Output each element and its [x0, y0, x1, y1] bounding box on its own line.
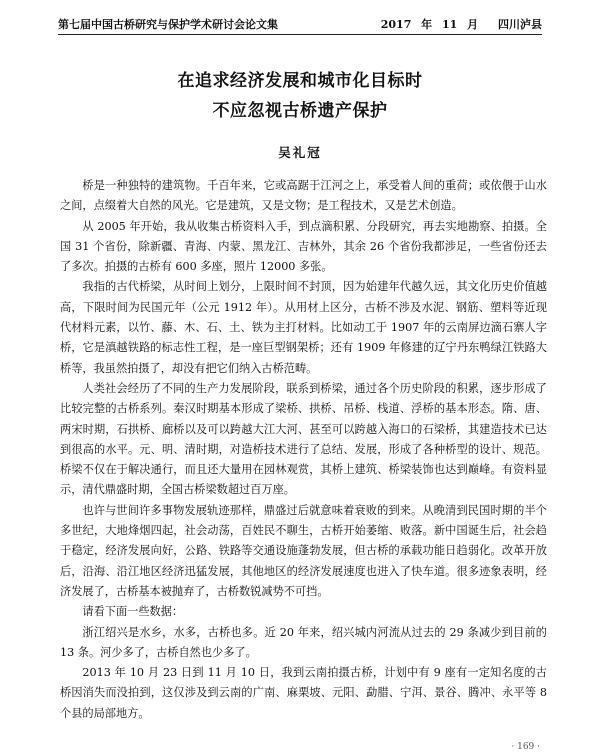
publication-location: 四川泸县 [498, 18, 542, 31]
paragraph: 2013 年 10 月 23 日到 11 月 10 日，我到云南拍摄古桥，计划中有 9 座有一定知名度的古桥因消失而没拍到，这仅涉及到云南的广南、麻栗坡、元阳、勐腊、宁洱、景谷、腾冲、永平等 8 个县的局部地方。 [60, 666, 547, 720]
header-date-location [371, 16, 542, 32]
paragraph: 我指的古代桥梁，从时间上划分，上限时间不封顶，因为始建年代越久远，其文化历史价值越高，下限时间为民国元年（公元 1912 年）。从用材上区分，古桥不涉及水泥、钢筋、塑料等近现代材料元素，以竹、藤、木、石、土、铁为主打材料。比如动工于 1907 年的云南屏边滴石寨人字桥，它是滇越铁路的标志性工程，是一座巨型钢架桥；还有 1909 年修建的辽宁丹东鸭绿江铁路大桥等，我虽然拍摄了，却没有把它们纳入古桥范畴。 [60, 280, 547, 375]
paragraph: 也许与世间许多事物发展轨迹那样，鼎盛过后就意味着衰败的到来。从晚清到民国时期的半个多世纪，大地烽烟四起，社会动荡，百姓民不聊生，古桥开始萎缩、败落。新中国诞生后，社会趋于稳定，经济发展向好，公路、铁路等交通设施蓬勃发展，但古桥的承载功能日趋弱化。改革开放后，沿海、沿江地区经济迅猛发展，其他地区的经济发展速度也进入了快车道。很多迹象表明，经济发展了，古桥基本被抛弃了，古桥数锐减势不可挡。 [60, 503, 547, 598]
paragraph: 桥是一种独特的建筑物。千百年来，它或高踞于江河之上，承受着人间的重荷；或依偎于山水之间，点缀着大自然的风光。它是建筑，又是文物；是工程技术，又是艺术创造。 [60, 179, 547, 213]
paragraph: 从 2005 年开始，我从收集古桥资料入手，到点滴积累、分段研究，再去实地勘察、拍摄。全国 31 个省份，除新疆、青海、内蒙、黑龙江、吉林外，其余 26 个省份我都涉足，一些省份还去了多次。拍摄的古桥有 600 多座，照片 12000 多张。 [60, 219, 547, 274]
paragraph: 人类社会经历了不同的生产力发展阶段，联系到桥梁，通过各个历史阶段的积累，逐步形成了比较完整的古桥系列。秦汉时期基本形成了梁桥、拱桥、吊桥、栈道、浮桥的基本形态。隋、唐、两宋时期，石拱桥、廊桥以及可以跨越大江大河、甚至可以跨越入海口的石梁桥，其建造技术已达到很高的水平。元、明、清时期，对造桥技术进行了总结、发展，形成了各种桥型的设计、规范。桥梁不仅在于解决通行，而且还大量用在园林观赏，其桥上建筑、桥梁装饰也达到巅峰。有资料显示，清代鼎盛时期，全国古桥梁数超过百万座。 [60, 381, 547, 497]
article-author: 吴礼冠 [278, 145, 322, 160]
paragraph: 浙江绍兴是水乡，水多，古桥也多。近 20 年来，绍兴城内河流从过去的 29 条减少到目前的 13 条。河少多了，古桥自然也少多了。 [60, 625, 547, 659]
publication-date: 2017 年 11 月 [380, 18, 479, 31]
publication-title: 第七届中国古桥研究与保护学术研讨会论文集 [58, 18, 278, 31]
article-title-line-2: 不应忽视古桥遗产保护 [212, 101, 388, 121]
article-title-line-1: 在追求经济发展和城市化目标时 [177, 71, 423, 91]
article-body [60, 176, 547, 724]
page-number: · 169 · [511, 742, 540, 752]
running-header [58, 14, 542, 35]
paragraph: 请看下面一些数据： [82, 605, 184, 619]
